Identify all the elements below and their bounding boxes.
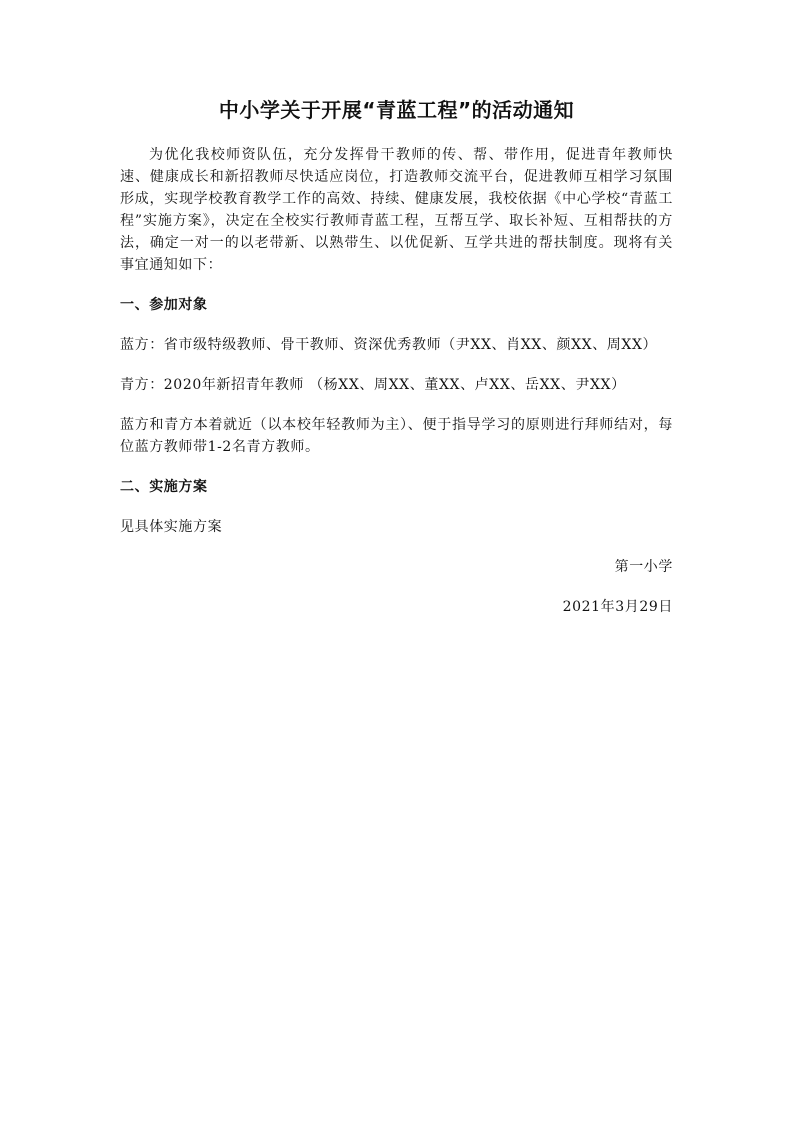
section-heading-participants: 一、参加对象 (120, 297, 208, 313)
section-heading-implementation: 二、实施方案 (120, 479, 208, 495)
implementation-paragraph: 见具体实施方案 (120, 519, 223, 535)
document-body (120, 96, 673, 636)
document-date: 2021年3月29日 (562, 599, 673, 615)
signature: 第一小学 (614, 559, 673, 575)
green-side-paragraph: 青方：2020年新招青年教师 （杨XX、周XX、董XX、卢XX、岳XX、尹XX） (120, 377, 626, 393)
intro-paragraph: 为优化我校师资队伍，充分发挥骨干教师的传、帮、带作用，促进青年教师快速、健康成长和新招教师尽快适应岗位，打造教师交流平台，促进教师互相学习氛围形成，实现学校教育教学工作的高效、持续、健康发展，我校依据《中心学校“青蓝工程”实施方案》，决定在全校实行教师青蓝工程，互帮互学、取长补短、互相帮扶的方法，确定一对一的以老带新、以熟带生、以优促新、互学共进的帮扶制度。现将有关事宜通知如下： (120, 147, 673, 273)
pairing-paragraph: 蓝方和青方本着就近（以本校年轻教师为主）、便于指导学习的原则进行拜师结对，每位蓝方教师带1-2名青方教师。 (120, 417, 673, 455)
document-title: 中小学关于开展“青蓝工程”的活动通知 (218, 98, 575, 122)
blue-side-paragraph: 蓝方：省市级特级教师、骨干教师、资深优秀教师（尹XX、肖XX、颜XX、周XX） (120, 337, 658, 353)
